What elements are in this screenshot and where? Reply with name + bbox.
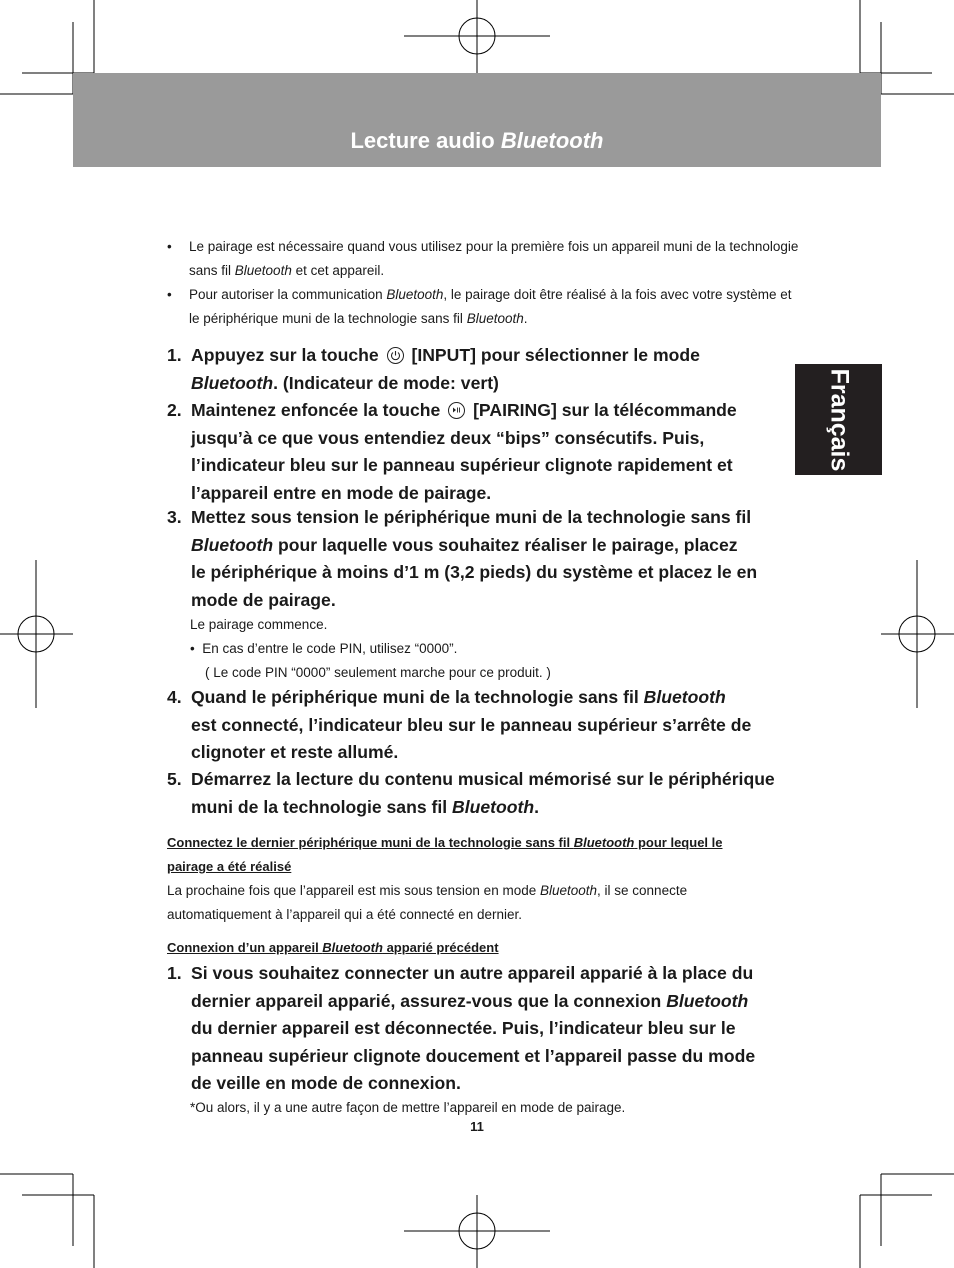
pairing-start-note: Le pairage commence. [190,617,328,632]
language-tab-label: Français [825,368,853,471]
power-icon [387,347,404,364]
pin-note: ( Le code PIN “0000” seulement marche pour ce produit. ) [205,665,551,680]
reconnect-paragraph: La prochaine fois que l’appareil est mis sous tension en mode Bluetooth, il se connecte automatiquement à l’appareil qui a été connecté en dernier. [167,883,688,922]
play-pause-icon [448,402,465,419]
page-title: Lecture audio Bluetooth [350,128,604,153]
language-tab [795,364,882,475]
page-number: 11 [470,1119,484,1134]
section-heading-connexion: Connexion d’un appareil Bluetooth apparié précédent [167,940,499,955]
pin-bullet: • En cas d’entre le code PIN, utilisez “0000”. [190,641,458,656]
alternate-pairing-note: *Ou alors, il y a une autre façon de mettre l’appareil en mode de pairage. [190,1100,626,1115]
section-heading-reconnect: Connectez le dernier périphérique muni de la technologie sans fil Bluetooth pour lequel le pairage a été réalisé [167,835,723,874]
